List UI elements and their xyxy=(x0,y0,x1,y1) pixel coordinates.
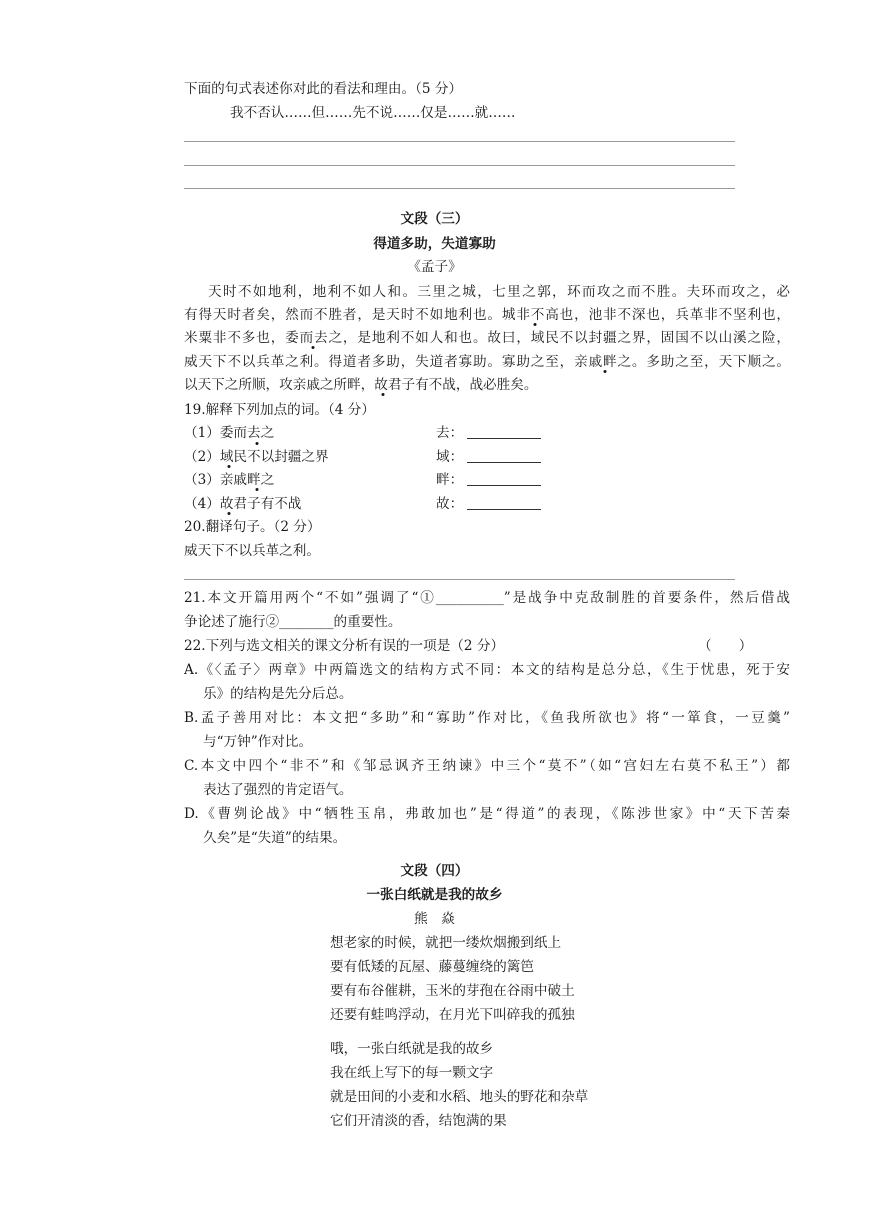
sentence-pattern: 我不否认……但……先不说……仅是……就…… xyxy=(230,105,516,121)
poem-line-3: 要有布谷催耕，玉米的芽孢在谷雨中破土 xyxy=(330,983,575,999)
q19-key-3: 畔： xyxy=(436,471,541,489)
emphasis-dot-yu xyxy=(528,321,542,322)
answer-line-1[interactable] xyxy=(184,141,735,142)
q19-key-4: 故： xyxy=(436,495,541,513)
passage-line-4: 威天下不以兵革之利。得道者多助，失道者寡助。寡助之至，亲戚畔之。多助之至，天下顺之。 xyxy=(184,354,790,370)
passage-line-2: 有得天时者矣，然而不胜者，是天时不如地利也。城非不高也，池非不深也，兵革非不坚利也， xyxy=(184,307,790,323)
q19-item-3: （3）亲戚畔之 xyxy=(184,472,275,488)
q22-option-a-line-1[interactable]: A.《〈孟子〉两章》中两篇选文的结构方式不同：本文的结构是总分总，《生于忧患，死于安 xyxy=(184,662,790,678)
emphasis-dot-pan xyxy=(598,368,612,369)
q19-item-4: （4）故君子有不战 xyxy=(184,496,302,512)
q20-answer-line[interactable] xyxy=(184,579,735,580)
poem-line-4: 还要有蛙鸣浮动，在月光下叫碎我的孤独 xyxy=(330,1007,575,1023)
q19-key-2: 域： xyxy=(436,448,541,466)
poem-line-7: 就是田间的小麦和水稻、地头的野花和杂草 xyxy=(330,1089,589,1105)
section4-heading: 文段（四） xyxy=(400,863,469,879)
answer-line-2[interactable] xyxy=(184,165,735,166)
q19-dot-3 xyxy=(250,486,264,487)
section4-author: 熊 焱 xyxy=(414,911,455,927)
poem-line-6: 我在纸上写下的每一颗文字 xyxy=(330,1065,494,1081)
poem-line-1: 想老家的时候，就把一缕炊烟搬到纸上 xyxy=(330,935,562,951)
q20-sentence: 威天下不以兵革之利。 xyxy=(184,543,320,559)
prompt-line: 下面的句式表述你对此的看法和理由。（5 分） xyxy=(184,81,463,97)
q21-line-1: 21.本文开篇用两个“不如”强调了“①__________”是战争中克敌制胜的首要条件，然后借战 xyxy=(184,590,790,606)
passage-line-1: 天时不如地利，地利不如人和。三里之城，七里之郭，环而攻之而不胜。夫环而攻之，必 xyxy=(208,284,790,300)
poem-line-2: 要有低矮的瓦屋、藤蔓缠绕的篱笆 xyxy=(330,959,534,975)
q19-stem: 19.解释下列加点的词。（4 分） xyxy=(184,402,375,418)
q22-option-c-line-1[interactable]: C.本文中四个“非不”和《邹忌讽齐王纳谏》中三个“莫不”（如“宫妇左右莫不私王”）都 xyxy=(184,758,790,774)
q20-stem: 20.翻译句子。（2 分） xyxy=(184,519,321,535)
q22-option-d-line-1[interactable]: D.《曹刿论战》中“牺牲玉帛，弗敢加也”是“得道”的表现，《陈涉世家》中“天下苦秦 xyxy=(184,806,790,822)
q21-line-2: 争论述了施行②________的重要性。 xyxy=(184,614,402,630)
passage-line-5: 以天下之所顺，攻亲戚之所畔，故君子有不战，战必胜矣。 xyxy=(184,377,538,393)
q19-blank-3[interactable] xyxy=(467,471,541,486)
q19-dot-4 xyxy=(222,510,236,511)
q19-item-2: （2）域民不以封疆之界 xyxy=(184,449,329,465)
q19-blank-1[interactable] xyxy=(467,424,541,439)
section4-title: 一张白纸就是我的故乡 xyxy=(366,887,503,903)
section3-title: 得道多助，失道寡助 xyxy=(373,236,496,252)
passage-line-3: 米粟非不多也，委而去之，是地利不如人和也。故曰，域民不以封疆之界，固国不以山溪之险， xyxy=(184,330,790,346)
q19-blank-4[interactable] xyxy=(467,495,541,510)
q22-option-b-line-2[interactable]: 与“万钟”作对比。 xyxy=(203,734,313,750)
q22-answer-paren[interactable]: （ ） xyxy=(698,638,753,654)
q19-dot-1 xyxy=(250,440,264,441)
answer-line-3[interactable] xyxy=(184,188,735,189)
q19-key-1: 去： xyxy=(436,424,541,442)
q22-option-a-line-2[interactable]: 乐》的结构是先分后总。 xyxy=(203,686,353,702)
q22-option-d-line-2[interactable]: 久矣”是“失道”的结果。 xyxy=(203,830,347,846)
q19-item-1: （1）委而去之 xyxy=(184,425,275,441)
section3-heading: 文段（三） xyxy=(400,211,469,227)
emphasis-dot-qu xyxy=(306,344,320,345)
poem-line-8: 它们开清淡的香，结饱满的果 xyxy=(330,1113,507,1129)
emphasis-dot-gu xyxy=(376,391,390,392)
q22-option-c-line-2[interactable]: 表达了强烈的肯定语气。 xyxy=(203,782,353,798)
q22-stem: 22.下列与选文相关的课文分析有误的一项是（2 分） xyxy=(184,638,505,654)
q22-option-b-line-1[interactable]: B.孟子善用对比：本文把“多助”和“寡助”作对比，《鱼我所欲也》将“一箪食，一豆羹” xyxy=(184,710,790,726)
q19-blank-2[interactable] xyxy=(467,448,541,463)
poem-line-5: 哦，一张白纸就是我的故乡 xyxy=(330,1041,494,1057)
q19-dot-2 xyxy=(222,463,236,464)
section3-author: 《孟子》 xyxy=(407,259,462,275)
